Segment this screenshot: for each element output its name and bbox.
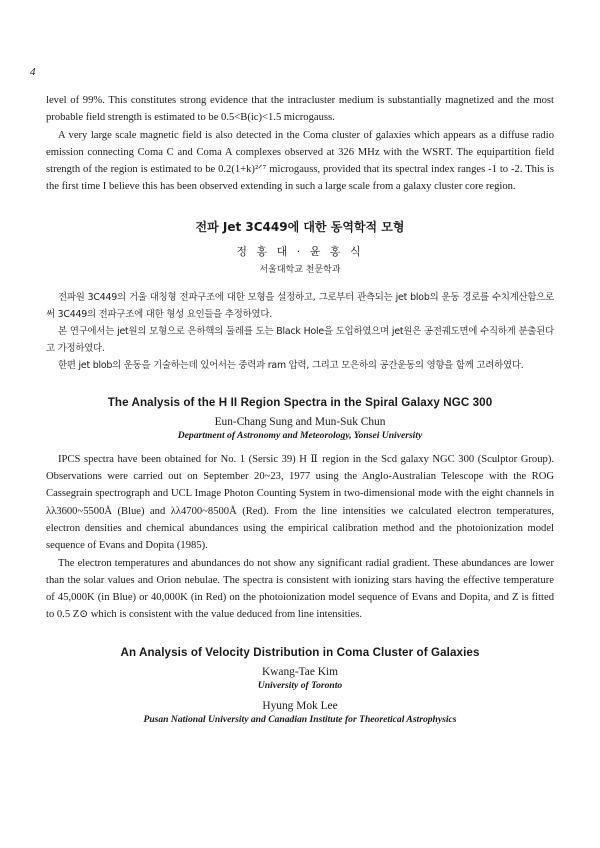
continued-paragraph-2: A very large scale magnetic field is also detected in the Coma cluster of galaxies which appears as a diffuse radio emission connecting Coma C and Coma A complexes observed at 326 MHz with the WSRT. The equipartition field strength of the region is estimated to be 0.2(1+k)²ᐟ⁷ microgauss, provided that its spectral index ranges -1 to -2. This is the first time I believe this has been observed extending in such a large scale from a galaxy cluster core region.	[46, 129, 554, 193]
abstract-coma-author-2: Hyung Mok Lee	[262, 699, 338, 712]
page-content	[46, 92, 554, 725]
abstract-3c449-title: 전파 Jet 3C449에 대한 동역학적 모형	[195, 219, 405, 234]
abstract-3c449	[46, 218, 554, 374]
abstract-ngc300-paragraph-1: IPCS spectra have been obtained for No. 1 (Sersic 39) H Ⅱ region in the Scd galaxy NGC 300 (Sculptor Group). Observations were carried out on September 20~23, 1977 using the Anglo-Australian Telescope with the ROG Cassegrain spectrograph and UCL Image Photon Counting System in two-dimensional mode with the eight channels in λλ3600~5500Å (Blue) and λλ4700~8500Å (Red). From the line intensities we calculated electron temperatures, electron densities and chemical abundances using the empirical calibration method and the photoionization model sequence of Evans and Dopita (1985).	[46, 453, 554, 552]
abstract-coma-affiliation-2: Pusan National University and Canadian Institute for Theoretical Astrophysics	[143, 713, 457, 725]
page-number: 4	[30, 66, 36, 78]
abstract-3c449-affiliation: 서울대학교 천문학과	[259, 264, 341, 275]
abstract-coma-title: An Analysis of Velocity Distribution in Coma Cluster of Galaxies	[120, 645, 480, 659]
abstract-ngc300-affiliation: Department of Astronomy and Meteorology, Yonsei University	[177, 429, 423, 441]
continued-abstract	[46, 92, 554, 196]
abstract-3c449-paragraph-2: 본 연구에서는 jet원의 모형으로 은하핵의 둘레를 도는 Black Hole을 도입하였으며 jet원은 공전궤도면에 수직하게 분출된다고 가정하였다.	[46, 325, 554, 354]
abstract-ngc300-paragraph-2: The electron temperatures and abundances do not show any significant radial gradient. These abundances are lower than the solar values and Orion nebulae. The spectra is consistent with ionizing stars having the effective temperature of 45,000K (in Blue) or 40,000K (in Red) on the photoionization model sequence of Evans and Dopita, and Z is fitted to 0.5 Z⊙ which is consistent with the value deduced from line intensities.	[46, 557, 554, 621]
abstract-ngc300-title: The Analysis of the H II Region Spectra in the Spiral Galaxy NGC 300	[107, 395, 493, 409]
abstract-coma-affiliation-1: University of Toronto	[257, 679, 343, 691]
continued-paragraph-1: level of 99%. This constitutes strong evidence that the intracluster medium is substantially magnetized and the most probable field strength is estimated to be 0.5<B(ic)<1.5 microgauss.	[46, 95, 554, 124]
abstract-coma	[46, 646, 554, 725]
abstract-3c449-authors: 정 홍 대 · 윤 홍 식	[236, 244, 364, 258]
abstract-ngc300	[46, 396, 554, 624]
abstract-ngc300-authors: Eun-Chang Sung and Mun-Suk Chun	[214, 415, 386, 428]
abstract-3c449-paragraph-3: 한편 jet blob의 운동을 기술하는데 있어서는 중력과 ram 압력, 그리고 모은하의 공간운동의 영향을 함께 고려하였다.	[58, 359, 524, 371]
abstract-coma-author-1: Kwang-Tae Kim	[261, 665, 339, 678]
abstract-3c449-paragraph-1: 전파원 3C449의 거울 대칭형 전파구조에 대한 모형을 설정하고, 그로부터 관측되는 jet blob의 운동 경로를 수치계산함으로써 3C449의 전파구조에 대한 형성 요인들을 추정하였다.	[46, 291, 554, 320]
